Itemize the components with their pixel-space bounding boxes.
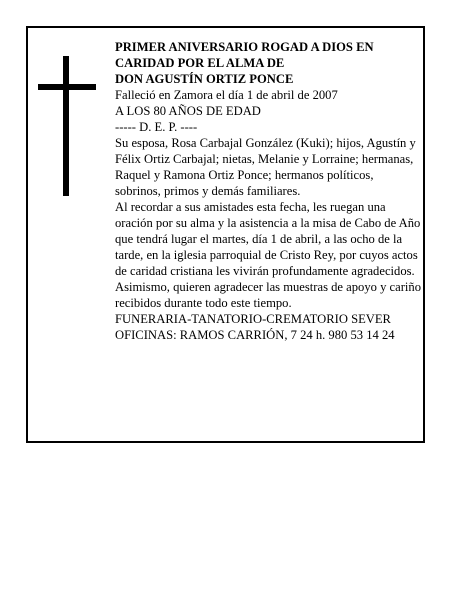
heading-line-2: CARIDAD POR EL ALMA DE bbox=[115, 56, 285, 70]
death-date: Falleció en Zamora el día 1 de abril de 2007 bbox=[115, 88, 338, 102]
notice-text bbox=[115, 39, 421, 343]
cross-icon-bar bbox=[38, 84, 96, 90]
cross-icon bbox=[63, 56, 69, 196]
age-line: A LOS 80 AÑOS DE EDAD bbox=[115, 104, 261, 118]
heading-line-3: DON AGUSTÍN ORTIZ PONCE bbox=[115, 72, 294, 86]
message-paragraph: Al recordar a sus amistades esta fecha, les ruegan una oración por su alma y la asistencia a la misa de Cabo de Año que tendrá lugar el martes, día 1 de abril, a las ocho de la tarde, en la iglesia parroquial de Cristo Rey, por cuyos actos de caridad cristiana les vivirán profundamente agradecidos. Asimismo, quieren agradecer las muestras de apoyo y cariño recibidos durante todo este tiempo. bbox=[115, 200, 421, 310]
heading-line-1: PRIMER ANIVERSARIO ROGAD A DIOS EN bbox=[115, 40, 374, 54]
rip-line: ----- D. E. P. ---- bbox=[115, 120, 198, 134]
offices-line: OFICINAS: RAMOS CARRIÓN, 7 24 h. 980 53 14 24 bbox=[115, 328, 395, 342]
family-paragraph: Su esposa, Rosa Carbajal González (Kuki); hijos, Agustín y Félix Ortiz Carbajal; nietas, Melanie y Lorraine; hermanas, Raquel y Ramona Ortiz Ponce; hermanos políticos, sobrinos, primos y demás familiares. bbox=[115, 136, 416, 198]
funeral-home: FUNERARIA-TANATORIO-CREMATORIO SEVER bbox=[115, 312, 391, 326]
